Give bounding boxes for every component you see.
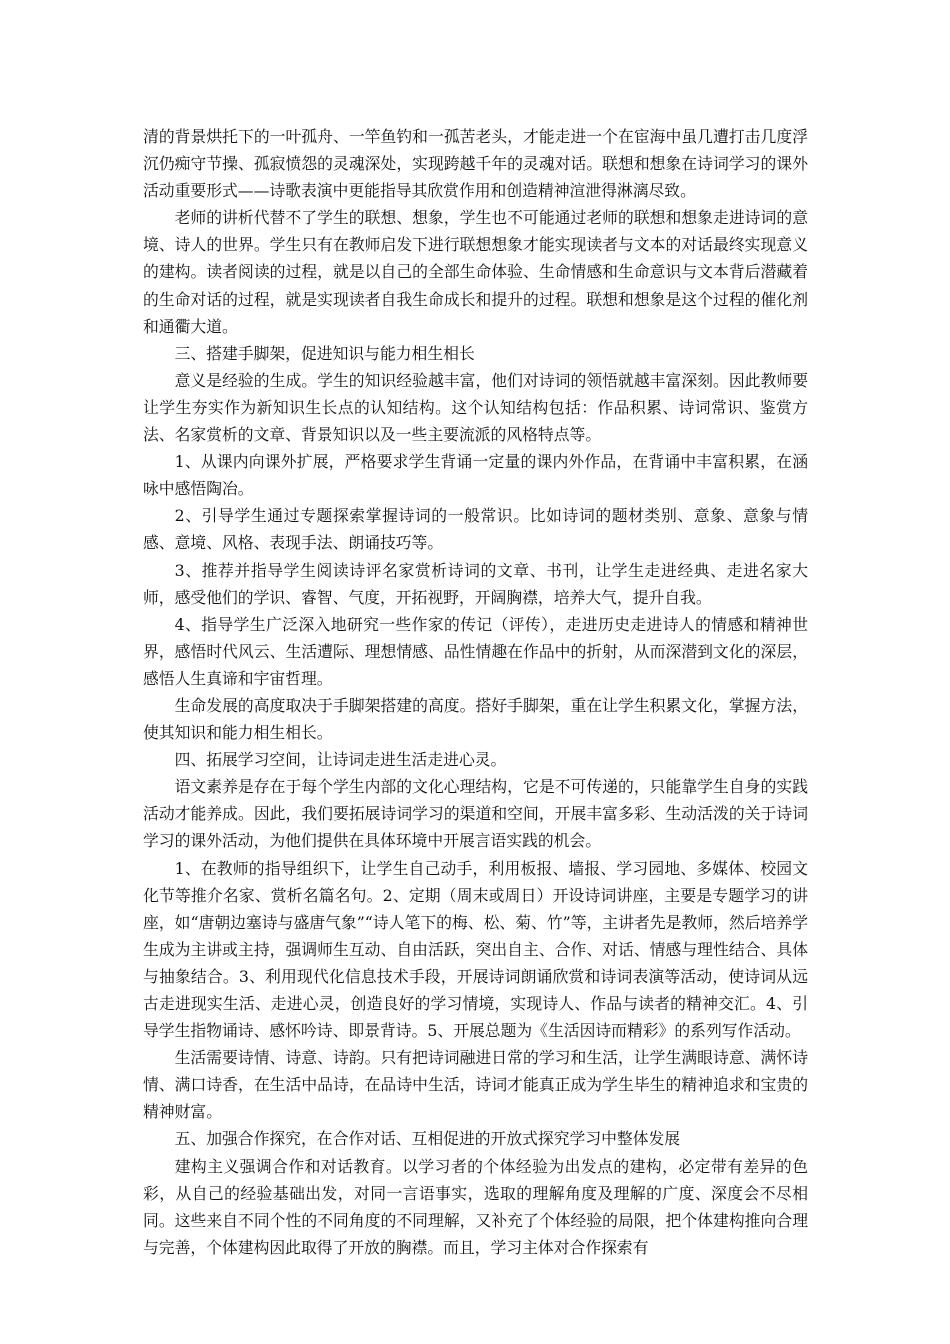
paragraph: 清的背景烘托下的一叶孤舟、一竿鱼钓和一孤苦老头，才能走进一个在宦海中虽几遭打击几度浮沉仍痴守节操、孤寂愤怨的灵魂深处，实现跨越千年的灵魂对话。联想和想象在诗词学习的课外活动重要形式——诗歌表演中更能指导其欣赏作用和创造精神渲泄得淋漓尽致。 [143, 127, 808, 201]
paragraph: 意义是经验的生成。学生的知识经验越丰富，他们对诗词的领悟就越丰富深刻。因此教师要让学生夯实作为新知识生长点的认知结构。这个认知结构包括：作品积累、诗词常识、鉴赏方法、名家赏析的文章、背景知识以及一些主要流派的风格特点等。 [143, 370, 808, 445]
paragraph: 建构主义强调合作和对话教育。以学习者的个体经验为出发点的建构，必定带有差异的色彩，从自己的经验基础出发，对同一言语事实，选取的理解角度及理解的广度、深度会不尽相同。这些来自不同个性的不同角度的不同理解，又补充了个体经验的局限，把个体建构推向合理与完善，个体建构因此取得了开放的胸襟。而且，学习主体对合作探索有 [143, 1156, 808, 1257]
paragraph: 1、在教师的指导组织下，让学生自己动手，利用板报、墙报、学习园地、多媒体、校园文化节等推介名家、赏析名篇名句。2、定期（周末或周日）开设诗词讲座，主要是专题学习的讲座，如“唐朝边塞诗与盛唐气象”“诗人笔下的梅、松、菊、竹”等，主讲者先是教师，然后培养学生成为主讲或主持，强调师生互动、自由活跃，突出自主、合作、对话、情感与理性结合、具体与抽象结合。3、利用现代化信息技术手段，开展诗词朗诵欣赏和诗词表演等活动，使诗词从远古走进现实生活、走进心灵，创造良好的学习情境，实现诗人、作品与读者的精神交汇。4、引导学生指物诵诗、感怀吟诗、即景背诗。5、开展总题为《生活因诗而精彩》的系列写作活动。 [143, 858, 808, 1041]
list-item: 3、推荐并指导学生阅读诗评名家赏析诗词的文章、书刊，让学生走进经典、走进名家大师，感受他们的学识、睿智、气度，开拓视野，开阔胸襟，培养大气，提升自我。 [143, 560, 808, 607]
list-item: 2、引导学生通过专题探索掌握诗词的一般常识。比如诗词的题材类别、意象、意象与情感、意境、风格、表现手法、朗诵技巧等。 [143, 506, 808, 553]
list-item: 1、从课内向课外扩展，严格要求学生背诵一定量的课内外作品，在背诵中丰富积累，在涵咏中感悟陶冶。 [143, 452, 808, 499]
section-heading: 三、搭建手脚架，促进知识与能力相生相长 [174, 343, 475, 363]
document-body [143, 123, 808, 1261]
section-heading: 五、加强合作探究，在合作对话、互相促进的开放式探究学习中整体发展 [174, 1129, 681, 1149]
paragraph: 语文素养是存在于每个学生内部的文化心理结构，它是不可传递的，只能靠学生自身的实践活动才能养成。因此，我们要拓展诗词学习的渠道和空间，开展丰富多彩、生动活泼的关于诗词学习的课外活动，为他们提供在具体环境中开展言语实践的机会。 [143, 777, 808, 851]
paragraph: 生活需要诗情、诗意、诗韵。只有把诗词融进日常的学习和生活，让学生满眼诗意、满怀诗情、满口诗香，在生活中品诗，在品诗中生活，诗词才能真正成为学生毕生的精神追求和宝贵的精神财富。 [143, 1048, 808, 1122]
paragraph: 老师的讲析代替不了学生的联想、想象，学生也不可能通过老师的联想和想象走进诗词的意境、诗人的世界。学生只有在教师启发下进行联想想象才能实现读者与文本的对话最终实现意义的建构。读者阅读的过程，就是以自己的全部生命体验、生命情感和生命意识与文本背后潜藏着的生命对话的过程，就是实现读者自我生命成长和提升的过程。联想和想象是这个过程的催化剂和通衢大道。 [143, 208, 808, 336]
list-item: 4、指导学生广泛深入地研究一些作家的传记（评传），走进历史走进诗人的情感和精神世界，感悟时代风云、生活遭际、理想情感、品性情趣在作品中的折射，从而深潜到文化的深层，感悟人生真谛和宇宙哲理。 [143, 614, 808, 688]
paragraph: 生命发展的高度取决于手脚架搭建的高度。搭好手脚架，重在让学生积累文化，掌握方法，使其知识和能力相生相长。 [143, 695, 808, 743]
section-heading: 四、拓展学习空间，让诗词走进生活走进心灵。 [174, 750, 507, 770]
